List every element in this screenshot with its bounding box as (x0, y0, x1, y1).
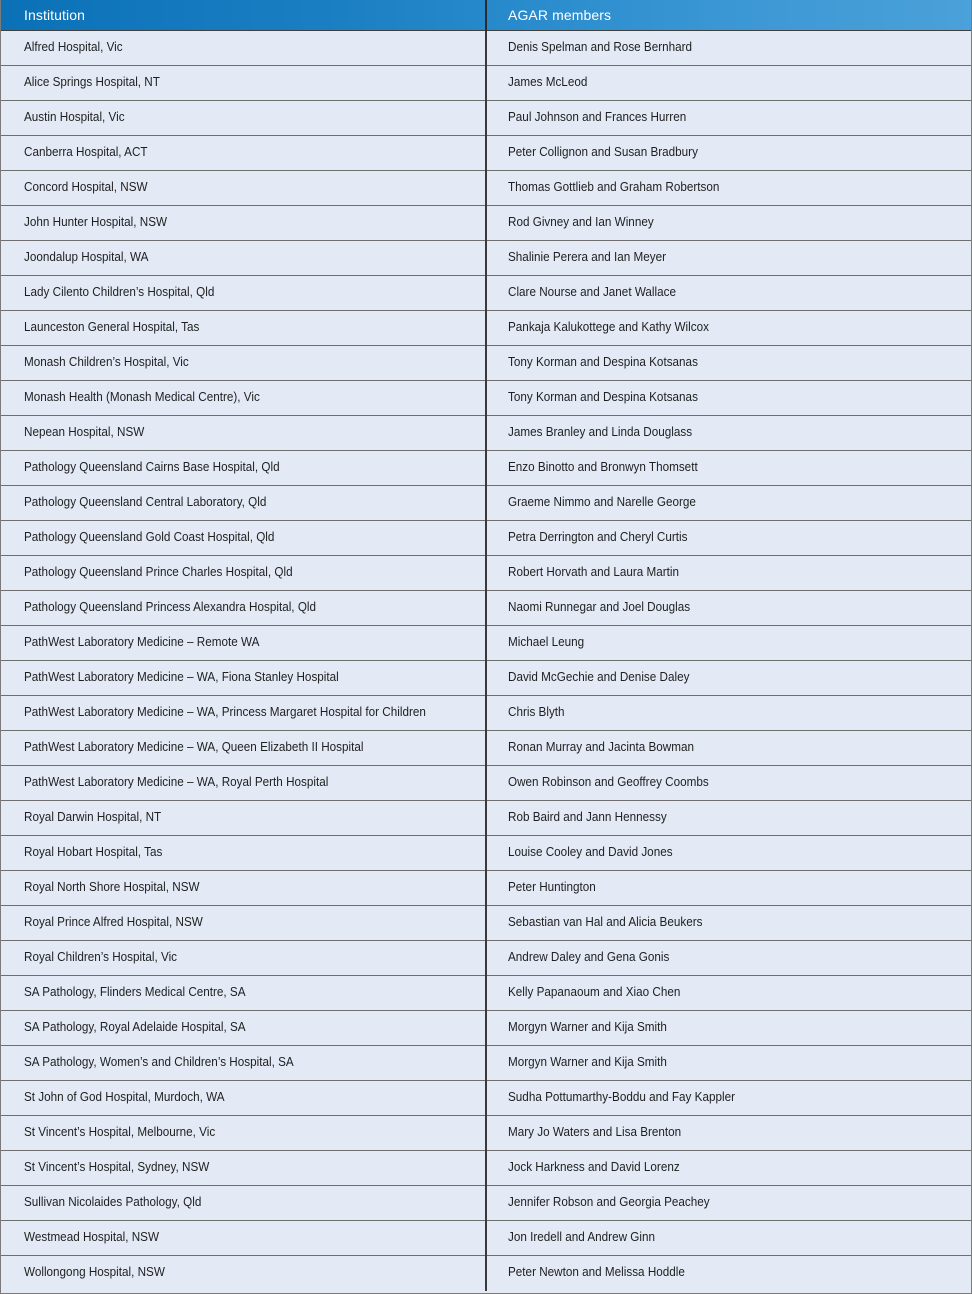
institution-cell: Pathology Queensland Cairns Base Hospital, Qld (24, 459, 280, 474)
column-divider (485, 206, 487, 241)
institution-cell: St Vincent’s Hospital, Sydney, NSW (24, 1159, 210, 1174)
column-divider (485, 521, 487, 556)
institution-cell: PathWest Laboratory Medicine – WA, Royal Perth Hospital (24, 774, 329, 789)
column-divider (485, 661, 487, 696)
agar-members-cell: Petra Derrington and Cheryl Curtis (508, 529, 688, 544)
column-divider (485, 906, 487, 941)
agar-members-cell: Peter Huntington (508, 879, 596, 894)
column-divider (485, 1221, 487, 1256)
agar-members-cell: Sudha Pottumarthy-Boddu and Fay Kappler (508, 1089, 735, 1104)
agar-members-cell: Paul Johnson and Frances Hurren (508, 109, 687, 124)
table-row (1, 1256, 971, 1291)
table-row (1, 976, 971, 1011)
column-divider (485, 941, 487, 976)
agar-members-cell: Tony Korman and Despina Kotsanas (508, 354, 698, 369)
agar-members-cell: Andrew Daley and Gena Gonis (508, 949, 670, 964)
institution-cell: Wollongong Hospital, NSW (24, 1264, 165, 1279)
agar-members-cell: Graeme Nimmo and Narelle George (508, 494, 696, 509)
institution-cell: Royal Darwin Hospital, NT (24, 809, 162, 824)
column-divider (485, 311, 487, 346)
institution-cell: Pathology Queensland Princess Alexandra Hospital, Qld (24, 599, 317, 614)
table-header (1, 0, 971, 31)
agar-members-cell: Clare Nourse and Janet Wallace (508, 284, 677, 299)
table-row (1, 661, 971, 696)
table-row (1, 1081, 971, 1116)
institution-cell: Pathology Queensland Prince Charles Hospital, Qld (24, 564, 293, 579)
institution-cell: Royal Children’s Hospital, Vic (24, 949, 178, 964)
table-row (1, 31, 971, 66)
agar-members-cell: Shalinie Perera and Ian Meyer (508, 249, 667, 264)
agar-members-cell: Enzo Binotto and Bronwyn Thomsett (508, 459, 698, 474)
institution-cell: Lady Cilento Children’s Hospital, Qld (24, 284, 215, 299)
institution-cell: SA Pathology, Flinders Medical Centre, SA (24, 984, 246, 999)
column-divider (485, 486, 487, 521)
column-divider (485, 276, 487, 311)
column-divider (485, 976, 487, 1011)
table-row (1, 276, 971, 311)
agar-members-cell: Michael Leung (508, 634, 585, 649)
agar-members-cell: Denis Spelman and Rose Bernhard (508, 39, 693, 54)
agar-members-cell: Naomi Runnegar and Joel Douglas (508, 599, 691, 614)
agar-members-cell: Kelly Papanaoum and Xiao Chen (508, 984, 681, 999)
agar-members-cell: Morgyn Warner and Kija Smith (508, 1019, 667, 1034)
table-row (1, 66, 971, 101)
column-divider (485, 241, 487, 276)
table-row (1, 241, 971, 276)
agar-members-cell: Jock Harkness and David Lorenz (508, 1159, 680, 1174)
column-divider (485, 626, 487, 661)
institution-cell: Alfred Hospital, Vic (24, 39, 123, 54)
institution-cell: Concord Hospital, NSW (24, 179, 148, 194)
table-row (1, 416, 971, 451)
institution-cell: Sullivan Nicolaides Pathology, Qld (24, 1194, 202, 1209)
agar-members-cell: Louise Cooley and David Jones (508, 844, 673, 859)
column-divider (485, 836, 487, 871)
agar-members-cell: Pankaja Kalukottege and Kathy Wilcox (508, 319, 709, 334)
column-divider (485, 451, 487, 486)
agar-members-cell: Tony Korman and Despina Kotsanas (508, 389, 698, 404)
column-divider (485, 136, 487, 171)
table-row (1, 206, 971, 241)
institution-cell: Royal Prince Alfred Hospital, NSW (24, 914, 203, 929)
agar-members-cell: Peter Collignon and Susan Bradbury (508, 144, 698, 159)
agar-members-cell: James McLeod (508, 74, 588, 89)
table-row (1, 1046, 971, 1081)
column-divider (485, 766, 487, 801)
column-divider (485, 346, 487, 381)
column-divider (485, 101, 487, 136)
institution-cell: Canberra Hospital, ACT (24, 144, 148, 159)
column-header-institution: Institution (24, 7, 86, 23)
table-row (1, 906, 971, 941)
agar-members-cell: Rob Baird and Jann Hennessy (508, 809, 667, 824)
institution-cell: Monash Children’s Hospital, Vic (24, 354, 189, 369)
column-divider (485, 591, 487, 626)
institution-cell: Austin Hospital, Vic (24, 109, 125, 124)
table-row (1, 871, 971, 906)
agar-members-cell: Chris Blyth (508, 704, 565, 719)
institution-cell: Pathology Queensland Central Laboratory, Qld (24, 494, 267, 509)
table-row (1, 696, 971, 731)
table-row (1, 766, 971, 801)
institution-cell: St Vincent’s Hospital, Melbourne, Vic (24, 1124, 216, 1139)
column-divider (485, 1081, 487, 1116)
institution-cell: John Hunter Hospital, NSW (24, 214, 168, 229)
institution-cell: Nepean Hospital, NSW (24, 424, 145, 439)
column-divider (485, 696, 487, 731)
column-divider (485, 1046, 487, 1081)
table-row (1, 801, 971, 836)
column-divider (485, 1151, 487, 1186)
agar-members-cell: Jennifer Robson and Georgia Peachey (508, 1194, 710, 1209)
table-row (1, 591, 971, 626)
column-divider (485, 801, 487, 836)
column-divider (485, 31, 487, 66)
table-row (1, 451, 971, 486)
column-divider (485, 0, 487, 31)
table-row (1, 346, 971, 381)
table-row (1, 1151, 971, 1186)
column-divider (485, 171, 487, 206)
table-row (1, 171, 971, 206)
table-row (1, 941, 971, 976)
institution-cell: St John of God Hospital, Murdoch, WA (24, 1089, 225, 1104)
institution-cell: Royal North Shore Hospital, NSW (24, 879, 200, 894)
table-row (1, 486, 971, 521)
institution-cell: Alice Springs Hospital, NT (24, 74, 160, 89)
table-row (1, 1011, 971, 1046)
institution-cell: Launceston General Hospital, Tas (24, 319, 200, 334)
column-divider (485, 871, 487, 906)
institution-cell: Pathology Queensland Gold Coast Hospital, Qld (24, 529, 275, 544)
table-row (1, 311, 971, 346)
column-divider (485, 66, 487, 101)
agar-members-cell: Owen Robinson and Geoffrey Coombs (508, 774, 709, 789)
table-row (1, 381, 971, 416)
table-body (1, 31, 971, 1291)
agar-members-cell: Ronan Murray and Jacinta Bowman (508, 739, 695, 754)
institution-cell: Royal Hobart Hospital, Tas (24, 844, 163, 859)
institution-cell: PathWest Laboratory Medicine – WA, Queen Elizabeth II Hospital (24, 739, 364, 754)
table-row (1, 836, 971, 871)
agar-members-cell: Jon Iredell and Andrew Ginn (508, 1229, 655, 1244)
agar-members-cell: Rod Givney and Ian Winney (508, 214, 654, 229)
agar-members-cell: Morgyn Warner and Kija Smith (508, 1054, 667, 1069)
column-divider (485, 556, 487, 591)
table-row (1, 1221, 971, 1256)
agar-members-cell: James Branley and Linda Douglass (508, 424, 693, 439)
column-divider (485, 1011, 487, 1046)
agar-members-cell: Thomas Gottlieb and Graham Robertson (508, 179, 720, 194)
column-divider (485, 381, 487, 416)
table-row (1, 101, 971, 136)
table-row (1, 1186, 971, 1221)
column-divider (485, 1256, 487, 1291)
agar-members-cell: Robert Horvath and Laura Martin (508, 564, 680, 579)
institution-cell: SA Pathology, Women’s and Children’s Hospital, SA (24, 1054, 294, 1069)
column-divider (485, 1186, 487, 1221)
institution-cell: PathWest Laboratory Medicine – WA, Princess Margaret Hospital for Children (24, 704, 426, 719)
column-header-agar-members: AGAR members (508, 7, 612, 23)
agar-members-cell: Mary Jo Waters and Lisa Brenton (508, 1124, 682, 1139)
table-row (1, 626, 971, 661)
institution-cell: Westmead Hospital, NSW (24, 1229, 160, 1244)
table-row (1, 521, 971, 556)
institution-cell: PathWest Laboratory Medicine – Remote WA (24, 634, 260, 649)
column-divider (485, 731, 487, 766)
table-row (1, 1116, 971, 1151)
institution-cell: Monash Health (Monash Medical Centre), Vic (24, 389, 260, 404)
agar-members-cell: Sebastian van Hal and Alicia Beukers (508, 914, 703, 929)
institution-cell: PathWest Laboratory Medicine – WA, Fiona Stanley Hospital (24, 669, 339, 684)
column-divider (485, 1116, 487, 1151)
table-row (1, 136, 971, 171)
table-row (1, 556, 971, 591)
institution-cell: Joondalup Hospital, WA (24, 249, 149, 264)
agar-members-cell: Peter Newton and Melissa Hoddle (508, 1264, 685, 1279)
column-divider (485, 416, 487, 451)
institution-cell: SA Pathology, Royal Adelaide Hospital, SA (24, 1019, 246, 1034)
table-row (1, 731, 971, 766)
agar-members-cell: David McGechie and Denise Daley (508, 669, 690, 684)
